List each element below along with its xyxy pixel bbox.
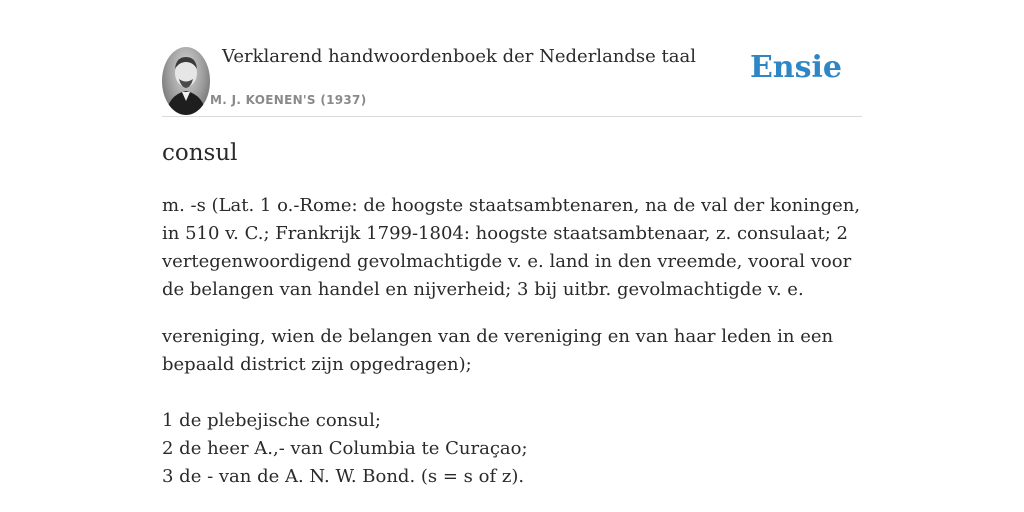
brand-logo-link[interactable]: Ensie [749, 50, 842, 85]
entry-definition-continued: vereniging, wien de belangen van de vereniging en van haar leden in een bepaald district zijn opgedragen); [162, 326, 834, 375]
author-portrait-icon [162, 47, 210, 115]
example-item: 2 de heer A.,- van Columbia te Curaçao; [162, 438, 528, 459]
page-container [162, 0, 862, 487]
entry-definition: m. -s (Lat. 1 o.-Rome: de hoogste staatsambtenaren, na de val der koningen, in 510 v. C.; Frankrijk 1799-1804: hoogste staatsambtenaar, z. consulaat; 2 vertegenwoordigend gevolmachtigde v. e. land in den vreemde, vooral voor de belangen van handel en nijverheid; 3 bij uitbr. gevolmachtigde v. e. [162, 195, 861, 300]
dictionary-subtitle: M. J. KOENEN'S (1937) [210, 93, 367, 107]
example-item: 1 de plebejische consul; [162, 410, 381, 431]
examples-list [162, 407, 528, 491]
entry-headword: consul [162, 140, 238, 166]
site-header [162, 0, 862, 117]
example-item: 3 de - van de A. N. W. Bond. (s = s of z). [162, 466, 525, 487]
site-title[interactable]: Verklarend handwoordenboek der Nederlandse taal [222, 46, 696, 67]
